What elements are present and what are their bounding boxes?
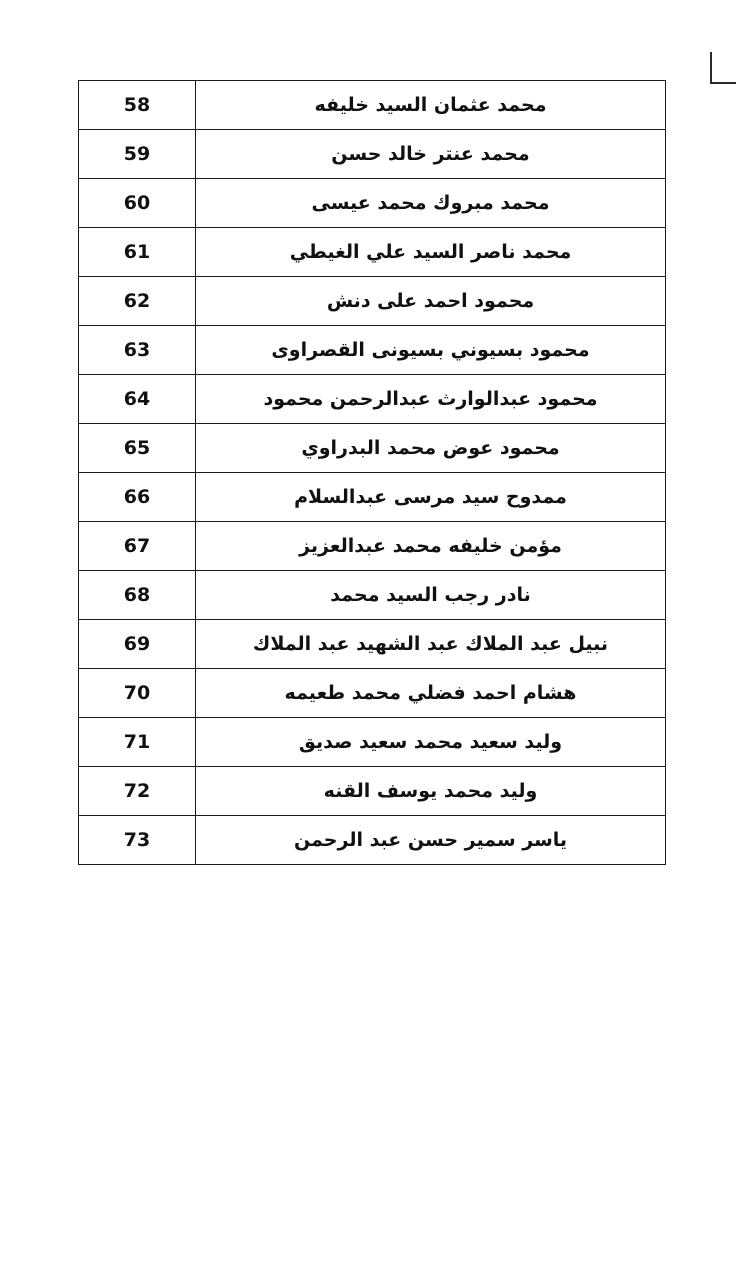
table-row: [79, 473, 666, 522]
table-row: [79, 326, 666, 375]
table-row: [79, 277, 666, 326]
row-number-cell: 59: [79, 130, 196, 179]
table-row: [79, 571, 666, 620]
row-number-cell: 62: [79, 277, 196, 326]
row-name-cell: محمد مبروك محمد عيسى: [196, 179, 666, 228]
row-number-cell: 64: [79, 375, 196, 424]
row-name-cell: محمود احمد على دنش: [196, 277, 666, 326]
row-number-cell: 72: [79, 767, 196, 816]
row-name-cell: محمد عنتر خالد حسن: [196, 130, 666, 179]
table-row: [79, 522, 666, 571]
names-table-body: [79, 81, 666, 865]
row-name-cell: محمود عوض محمد البدراوي: [196, 424, 666, 473]
row-name-cell: وليد سعيد محمد سعيد صديق: [196, 718, 666, 767]
names-table: [78, 80, 666, 865]
row-name-cell: نادر رجب السيد محمد: [196, 571, 666, 620]
row-number-cell: 65: [79, 424, 196, 473]
row-number-cell: 58: [79, 81, 196, 130]
row-name-cell: محمود عبدالوارث عبدالرحمن محمود: [196, 375, 666, 424]
row-name-cell: محمد عثمان السيد خليفه: [196, 81, 666, 130]
row-name-cell: ياسر سمير حسن عبد الرحمن: [196, 816, 666, 865]
table-row: [79, 669, 666, 718]
row-number-cell: 66: [79, 473, 196, 522]
row-name-cell: مؤمن خليفه محمد عبدالعزيز: [196, 522, 666, 571]
row-name-cell: هشام احمد فضلي محمد طعيمه: [196, 669, 666, 718]
row-number-cell: 63: [79, 326, 196, 375]
table-row: [79, 130, 666, 179]
table-row: [79, 620, 666, 669]
row-name-cell: نبيل عبد الملاك عبد الشهيد عبد الملاك: [196, 620, 666, 669]
row-number-cell: 60: [79, 179, 196, 228]
table-row: [79, 424, 666, 473]
row-number-cell: 71: [79, 718, 196, 767]
table-row: [79, 816, 666, 865]
row-name-cell: محمود بسيوني بسيونى القصراوى: [196, 326, 666, 375]
row-name-cell: ممدوح سيد مرسى عبدالسلام: [196, 473, 666, 522]
row-name-cell: محمد ناصر السيد علي الغيطي: [196, 228, 666, 277]
row-number-cell: 68: [79, 571, 196, 620]
table-row: [79, 81, 666, 130]
row-name-cell: وليد محمد يوسف القنه: [196, 767, 666, 816]
row-number-cell: 69: [79, 620, 196, 669]
row-number-cell: 73: [79, 816, 196, 865]
document-sheet: [0, 80, 744, 865]
table-row: [79, 375, 666, 424]
table-row: [79, 718, 666, 767]
table-row: [79, 179, 666, 228]
row-number-cell: 61: [79, 228, 196, 277]
table-row: [79, 228, 666, 277]
table-row: [79, 767, 666, 816]
row-number-cell: 70: [79, 669, 196, 718]
row-number-cell: 67: [79, 522, 196, 571]
